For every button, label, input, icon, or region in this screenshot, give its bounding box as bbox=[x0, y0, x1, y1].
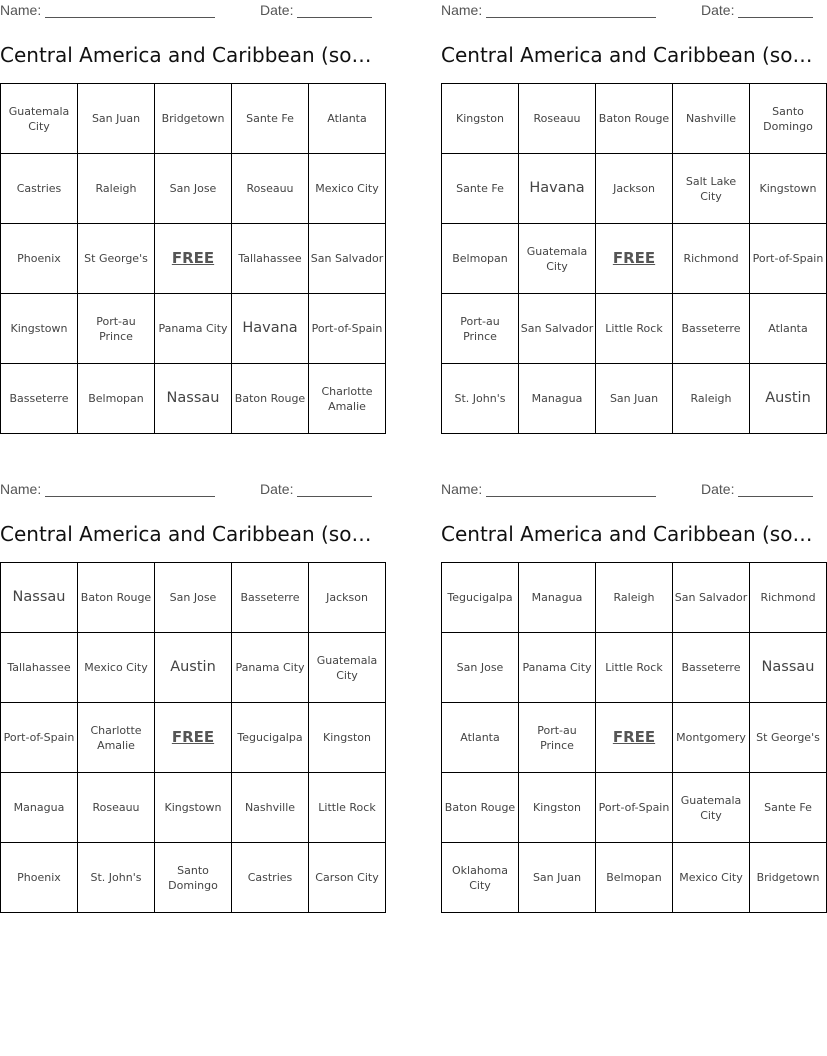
bingo-cell: Nassau bbox=[155, 364, 232, 434]
bingo-cell: Mexico City bbox=[309, 154, 386, 224]
bingo-cell: Castries bbox=[1, 154, 78, 224]
bingo-cell: Port-au Prince bbox=[519, 703, 596, 773]
bingo-cell: Nassau bbox=[1, 563, 78, 633]
bingo-cell: Managua bbox=[1, 773, 78, 843]
bingo-cell: Atlanta bbox=[309, 84, 386, 154]
date-line bbox=[738, 484, 813, 497]
bingo-card bbox=[441, 0, 824, 406]
date-label: Date: bbox=[701, 481, 813, 497]
name-line bbox=[486, 5, 656, 18]
bingo-cell: Salt Lake City bbox=[673, 154, 750, 224]
name-label: Name: bbox=[0, 2, 215, 18]
card-title: Central America and Caribbean (so… bbox=[441, 43, 813, 67]
bingo-cell: Little Rock bbox=[596, 633, 673, 703]
bingo-cell: Baton Rouge bbox=[442, 773, 519, 843]
grid-row bbox=[442, 84, 827, 154]
bingo-cell: Mexico City bbox=[78, 633, 155, 703]
bingo-cell: Tegucigalpa bbox=[442, 563, 519, 633]
bingo-cell: Raleigh bbox=[78, 154, 155, 224]
bingo-cell: Guatemala City bbox=[1, 84, 78, 154]
bingo-cell: Managua bbox=[519, 563, 596, 633]
bingo-cell: Austin bbox=[155, 633, 232, 703]
bingo-cell: Sante Fe bbox=[750, 773, 827, 843]
bingo-cell: Phoenix bbox=[1, 224, 78, 294]
date-line bbox=[738, 5, 813, 18]
bingo-cell: Little Rock bbox=[309, 773, 386, 843]
bingo-cell: Mexico City bbox=[673, 843, 750, 913]
grid-row bbox=[442, 364, 827, 434]
card-title: Central America and Caribbean (so… bbox=[0, 43, 372, 67]
bingo-cell: Bridgetown bbox=[155, 84, 232, 154]
bingo-cell: Roseauu bbox=[519, 84, 596, 154]
bingo-cell: Belmopan bbox=[442, 224, 519, 294]
bingo-cell: Kingston bbox=[442, 84, 519, 154]
bingo-cell: Basseterre bbox=[232, 563, 309, 633]
card-title: Central America and Caribbean (so… bbox=[441, 522, 813, 546]
bingo-cell: Kingstown bbox=[1, 294, 78, 364]
bingo-cell: Havana bbox=[519, 154, 596, 224]
bingo-cell: Port-of-Spain bbox=[1, 703, 78, 773]
bingo-cell: Roseauu bbox=[78, 773, 155, 843]
bingo-cell: Charlotte Amalie bbox=[309, 364, 386, 434]
name-date-row bbox=[441, 0, 816, 20]
grid-row bbox=[442, 703, 827, 773]
bingo-cell: St George's bbox=[78, 224, 155, 294]
bingo-cell: Roseauu bbox=[232, 154, 309, 224]
bingo-cell: Castries bbox=[232, 843, 309, 913]
bingo-cell: Basseterre bbox=[673, 633, 750, 703]
grid-row bbox=[442, 563, 827, 633]
name-date-row bbox=[441, 479, 816, 499]
date-line bbox=[297, 5, 372, 18]
bingo-cell: Kingston bbox=[309, 703, 386, 773]
name-label: Name: bbox=[441, 481, 656, 497]
free-space-cell: FREE bbox=[155, 224, 232, 294]
bingo-cell: Basseterre bbox=[673, 294, 750, 364]
bingo-cell: Guatemala City bbox=[519, 224, 596, 294]
card-title: Central America and Caribbean (so… bbox=[0, 522, 372, 546]
bingo-cell: Baton Rouge bbox=[596, 84, 673, 154]
name-label: Name: bbox=[441, 2, 656, 18]
bingo-cell: Baton Rouge bbox=[78, 563, 155, 633]
bingo-cell: Port-of-Spain bbox=[750, 224, 827, 294]
bingo-cell: Montgomery bbox=[673, 703, 750, 773]
bingo-cell: Havana bbox=[232, 294, 309, 364]
bingo-cell: San Jose bbox=[442, 633, 519, 703]
bingo-cell: Belmopan bbox=[596, 843, 673, 913]
free-space-cell: FREE bbox=[596, 703, 673, 773]
bingo-cell: Nashville bbox=[232, 773, 309, 843]
date-label: Date: bbox=[260, 2, 372, 18]
bingo-cell: Tallahassee bbox=[232, 224, 309, 294]
bingo-cell: Panama City bbox=[155, 294, 232, 364]
name-line bbox=[45, 484, 215, 497]
grid-row bbox=[1, 703, 386, 773]
bingo-cell: San Jose bbox=[155, 563, 232, 633]
bingo-cell: Little Rock bbox=[596, 294, 673, 364]
name-date-row bbox=[0, 479, 375, 499]
bingo-cell: San Juan bbox=[519, 843, 596, 913]
bingo-cell: Richmond bbox=[750, 563, 827, 633]
bingo-card bbox=[0, 0, 384, 413]
bingo-grid bbox=[441, 83, 827, 434]
bingo-cell: Panama City bbox=[519, 633, 596, 703]
bingo-cell: San Juan bbox=[596, 364, 673, 434]
grid-row bbox=[442, 843, 827, 913]
date-line bbox=[297, 484, 372, 497]
grid-row bbox=[1, 843, 386, 913]
name-line bbox=[45, 5, 215, 18]
bingo-cell: Jackson bbox=[309, 563, 386, 633]
bingo-cell: Port-of-Spain bbox=[596, 773, 673, 843]
bingo-cell: Belmopan bbox=[78, 364, 155, 434]
bingo-cell: Kingstown bbox=[155, 773, 232, 843]
bingo-cell: Port-of-Spain bbox=[309, 294, 386, 364]
name-line bbox=[486, 484, 656, 497]
bingo-cell: Sante Fe bbox=[232, 84, 309, 154]
bingo-cell: San Jose bbox=[155, 154, 232, 224]
bingo-cell: Santo Domingo bbox=[750, 84, 827, 154]
bingo-cell: Managua bbox=[519, 364, 596, 434]
bingo-cell: Raleigh bbox=[673, 364, 750, 434]
bingo-cell: Santo Domingo bbox=[155, 843, 232, 913]
bingo-cell: Jackson bbox=[596, 154, 673, 224]
bingo-cell: St. John's bbox=[78, 843, 155, 913]
grid-row bbox=[1, 84, 386, 154]
bingo-cell: Bridgetown bbox=[750, 843, 827, 913]
bingo-cell: Kingstown bbox=[750, 154, 827, 224]
bingo-cell: Baton Rouge bbox=[232, 364, 309, 434]
date-label: Date: bbox=[260, 481, 372, 497]
bingo-cell: Austin bbox=[750, 364, 827, 434]
name-label: Name: bbox=[0, 481, 215, 497]
bingo-cell: Kingston bbox=[519, 773, 596, 843]
bingo-card bbox=[0, 479, 379, 892]
date-label: Date: bbox=[701, 2, 813, 18]
bingo-cell: Guatemala City bbox=[673, 773, 750, 843]
bingo-cell: Oklahoma City bbox=[442, 843, 519, 913]
grid-row bbox=[1, 294, 386, 364]
bingo-cell: Guatemala City bbox=[309, 633, 386, 703]
bingo-cell: San Salvador bbox=[309, 224, 386, 294]
bingo-cell: St George's bbox=[750, 703, 827, 773]
bingo-cell: Richmond bbox=[673, 224, 750, 294]
bingo-cell: Nassau bbox=[750, 633, 827, 703]
bingo-cell: Sante Fe bbox=[442, 154, 519, 224]
grid-row bbox=[442, 224, 827, 294]
grid-row bbox=[1, 633, 386, 703]
bingo-grid bbox=[441, 562, 827, 913]
free-space-cell: FREE bbox=[596, 224, 673, 294]
grid-row bbox=[442, 773, 827, 843]
bingo-cell: Raleigh bbox=[596, 563, 673, 633]
grid-row bbox=[1, 563, 386, 633]
bingo-cell: St. John's bbox=[442, 364, 519, 434]
bingo-cell: Nashville bbox=[673, 84, 750, 154]
grid-row bbox=[442, 633, 827, 703]
grid-row bbox=[1, 154, 386, 224]
bingo-cell: Port-au Prince bbox=[442, 294, 519, 364]
bingo-cell: Port-au Prince bbox=[78, 294, 155, 364]
grid-row bbox=[1, 773, 386, 843]
bingo-cell: Tallahassee bbox=[1, 633, 78, 703]
bingo-cell: Panama City bbox=[232, 633, 309, 703]
bingo-cell: Phoenix bbox=[1, 843, 78, 913]
bingo-cell: San Juan bbox=[78, 84, 155, 154]
bingo-grid bbox=[0, 83, 386, 434]
grid-row bbox=[1, 224, 386, 294]
bingo-cell: Charlotte Amalie bbox=[78, 703, 155, 773]
bingo-cell: San Salvador bbox=[519, 294, 596, 364]
bingo-cell: Basseterre bbox=[1, 364, 78, 434]
bingo-cell: Atlanta bbox=[442, 703, 519, 773]
bingo-cell: Carson City bbox=[309, 843, 386, 913]
grid-row bbox=[442, 294, 827, 364]
free-space-cell: FREE bbox=[155, 703, 232, 773]
name-date-row bbox=[0, 0, 375, 20]
bingo-card bbox=[441, 479, 820, 892]
bingo-cell: Tegucigalpa bbox=[232, 703, 309, 773]
bingo-cell: San Salvador bbox=[673, 563, 750, 633]
bingo-grid bbox=[0, 562, 386, 913]
bingo-cell: Atlanta bbox=[750, 294, 827, 364]
grid-row bbox=[1, 364, 386, 434]
grid-row bbox=[442, 154, 827, 224]
